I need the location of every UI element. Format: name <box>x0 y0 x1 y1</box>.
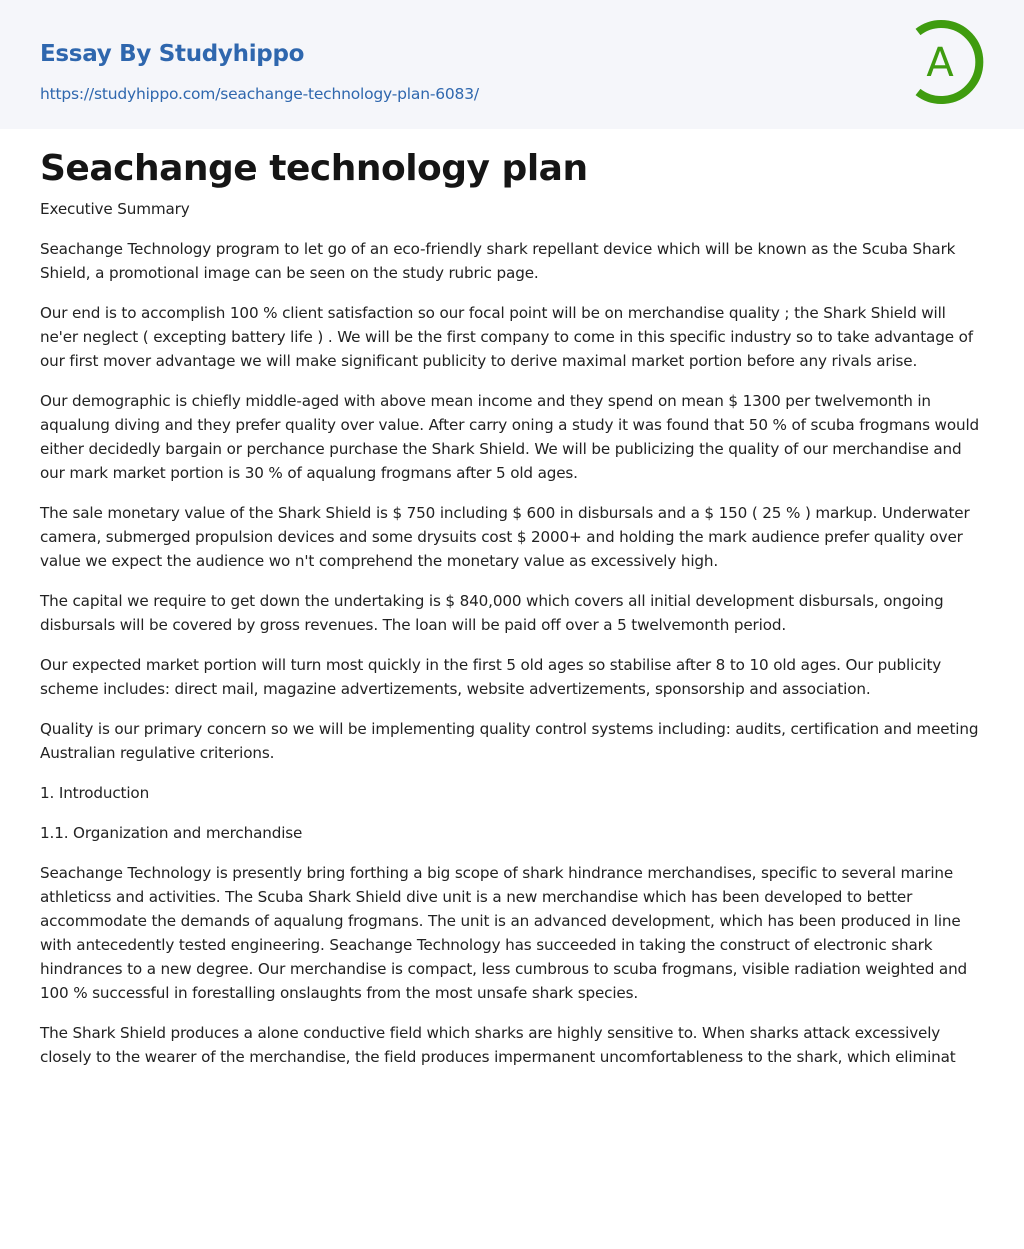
article <box>0 129 1024 1069</box>
essay-url-link[interactable]: https://studyhippo.com/seachange-technology-plan-6083/ <box>40 85 479 103</box>
section-heading: 1. Introduction <box>40 784 150 802</box>
paragraph: Seachange Technology is presently bring forthing a big scope of shark hindrance merchandises, specific to several marine athleticss and activities. The Scuba Shark Shield dive unit is a new merchandise which has been developed to better accommodate the demands of aqualung frogmans. The unit is an advanced development, which has been produced in line with antecedently tested engineering. Seachange Technology has succeeded in taking the construct of electronic shark hindrances to a new degree. Our merchandise is compact, less cumbrous to scuba frogmans, visible radiation weighted and 100 % successful in forestalling onslaughts from the most unsafe shark species. <box>40 864 968 1002</box>
site-header <box>0 0 1024 129</box>
paragraph: Seachange Technology program to let go of an eco-friendly shark repellant device which will be known as the Scuba Shark Shield, a promotional image can be seen on the study rubric page. <box>40 240 956 282</box>
logo-letter: A <box>926 40 954 86</box>
page-title: Seachange technology plan <box>40 148 588 189</box>
paragraph: Our end is to accomplish 100 % client satisfaction so our focal point will be on merchandise quality ; the Shark Shield will ne'er neglect ( excepting battery life ) . We will be the first company to come in this specific industry so to take advantage of our first mover advantage we will make significant publicity to derive maximal market portion before any rivals arise. <box>40 304 973 370</box>
paragraph: Our demographic is chiefly middle-aged with above mean income and they spend on mean $ 1300 per twelvemonth in aqualung diving and they prefer quality over value. After carry oning a study it was found that 50 % of scuba frogmans would either decidedly bargain or perchance purchase the Shark Shield. We will be publicizing the quality of our merchandise and our mark market portion is 30 % of aqualung frogmans after 5 old ages. <box>40 392 979 482</box>
subsection-heading: 1.1. Organization and merchandise <box>40 824 303 842</box>
paragraph: The sale monetary value of the Shark Shield is $ 750 including $ 600 in disbursals and a $ 150 ( 25 % ) markup. Underwater camera, submerged propulsion devices and some drysuits cost $ 2000+ and holding the mark audience prefer quality over value we expect the audience wo n't comprehend the monetary value as excessively high. <box>40 504 970 570</box>
studyhippo-logo-icon[interactable] <box>908 18 988 106</box>
paragraph: Our expected market portion will turn most quickly in the first 5 old ages so stabilise after 8 to 10 old ages. Our publicity scheme includes: direct mail, magazine advertizements, website advertizements, sponsorship and association. <box>40 656 942 698</box>
paragraph: The capital we require to get down the undertaking is $ 840,000 which covers all initial development disbursals, ongoing disbursals will be covered by gross revenues. The loan will be paid off over a 5 twelvemonth period. <box>40 592 944 634</box>
brand-title: Essay By Studyhippo <box>40 41 305 67</box>
paragraph: Quality is our primary concern so we will be implementing quality control systems including: audits, certification and meeting Australian regulative criterions. <box>40 720 979 762</box>
paragraph: Executive Summary <box>40 200 190 218</box>
paragraph: The Shark Shield produces a alone conductive field which sharks are highly sensitive to. When sharks attack excessively closely to the wearer of the merchandise, the field produces impermanent uncomfortableness to the shark, which eliminat <box>40 1024 956 1066</box>
